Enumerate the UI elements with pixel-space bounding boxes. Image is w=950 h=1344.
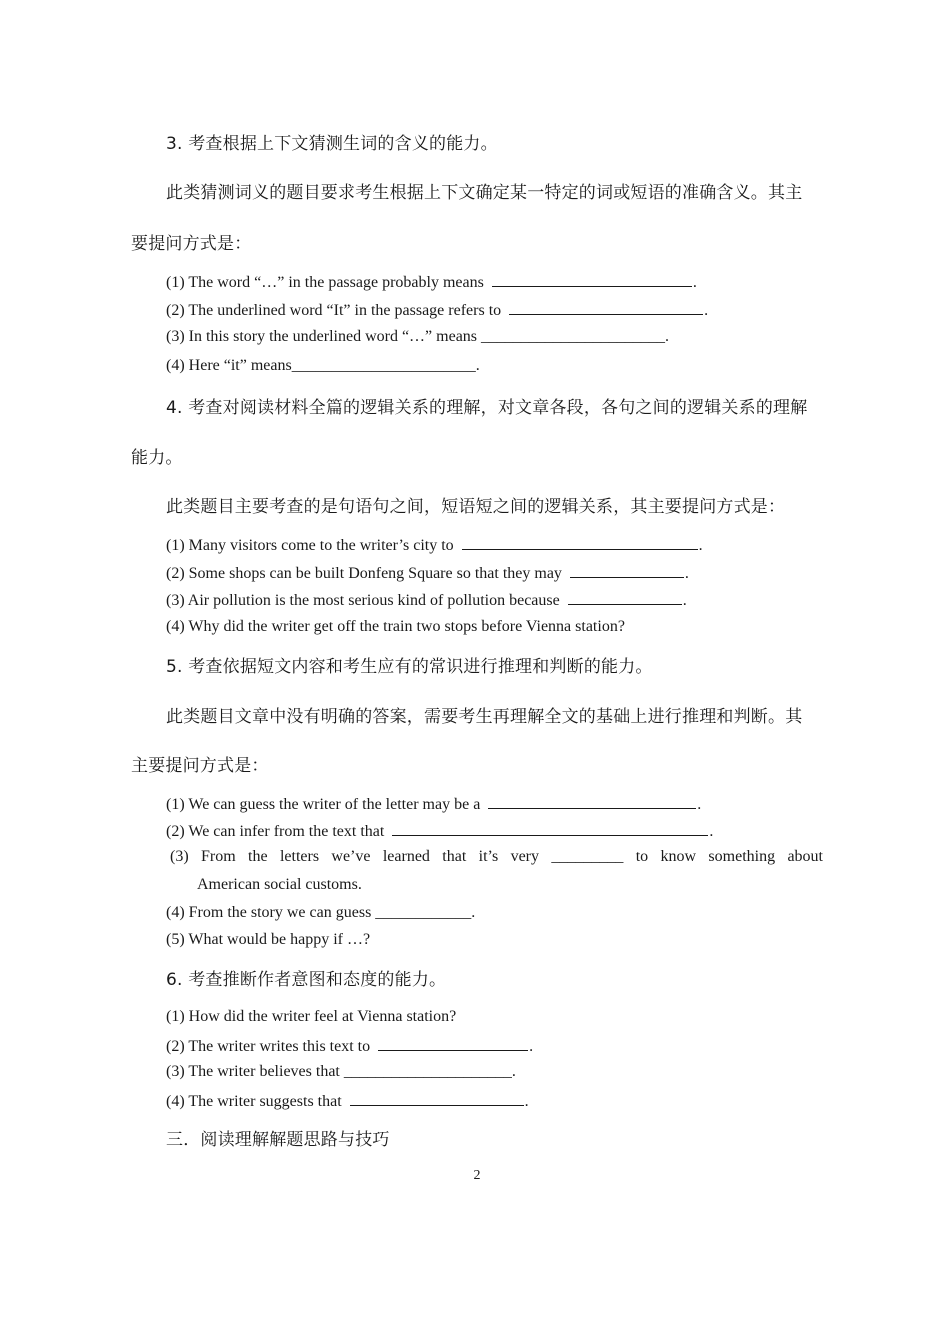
item-text: (1) We can guess the writer of the letter may be a — [166, 796, 481, 813]
answer-blank — [378, 1036, 528, 1051]
answer-blank — [462, 535, 698, 550]
part-3-heading: 三．阅读理解解题思路与技巧 — [166, 1130, 390, 1150]
trailing-period: . — [529, 1038, 534, 1055]
trailing-period: . — [697, 796, 702, 813]
answer-blank — [509, 300, 703, 315]
section-6-item-2 — [166, 1036, 533, 1056]
answer-blank — [570, 563, 684, 578]
section-5-intro-line1: 此类题目文章中没有明确的答案，需要考生再理解全文的基础上进行推理和判断。其 — [166, 707, 803, 727]
section-4-item-2 — [166, 563, 689, 583]
section-3-heading: 3. 考查根据上下文猜测生词的含义的能力。 — [166, 134, 498, 154]
answer-blank — [492, 272, 692, 287]
section-3-item-3: (3) In this story the underlined word “…” means _______________________. — [166, 328, 670, 345]
section-4-heading-line2: 能力。 — [131, 448, 183, 468]
section-5-item-3: (3) From the letters we’ve learned that it’s very _________ to know something about — [170, 848, 823, 865]
section-5-heading: 5. 考查依据短文内容和考生应有的常识进行推理和判断的能力。 — [166, 657, 653, 677]
section-4-item-4: (4) Why did the writer get off the train two stops before Vienna station? — [166, 618, 625, 635]
trailing-period: . — [704, 302, 709, 319]
answer-blank — [392, 821, 708, 836]
section-4-item-3 — [166, 590, 687, 610]
trailing-period: . — [692, 274, 697, 291]
answer-blank — [350, 1091, 524, 1106]
section-4-heading-line1: 4. 考查对阅读材料全篇的逻辑关系的理解，对文章各段，各句之间的逻辑关系的理解 — [166, 398, 808, 418]
section-4-intro: 此类题目主要考查的是句语句之间，短语短之间的逻辑关系，其主要提问方式是： — [166, 497, 786, 517]
item-text: (3) Air pollution is the most serious kind of pollution because — [166, 592, 560, 609]
answer-blank — [488, 794, 696, 809]
section-5-item-3-continued: American social customs. — [197, 876, 362, 893]
section-6-item-4 — [166, 1091, 529, 1111]
section-3-intro-line2: 要提问方式是： — [131, 234, 252, 254]
section-6-heading: 6. 考查推断作者意图和态度的能力。 — [166, 970, 447, 990]
section-5-intro-line2: 主要提问方式是： — [131, 756, 269, 776]
trailing-period: . — [684, 565, 689, 582]
section-5-item-1 — [166, 794, 701, 814]
section-3-item-4: (4) Here “it” means_______________________. — [166, 357, 480, 374]
section-5-item-5: (5) What would be happy if …? — [166, 931, 371, 948]
item-text: (2) The underlined word “It” in the passage refers to — [166, 302, 502, 319]
item-text: (1) The word “…” in the passage probably means — [166, 274, 484, 291]
page-number: 2 — [473, 1168, 481, 1183]
trailing-period: . — [524, 1093, 529, 1110]
section-4-item-1 — [166, 535, 703, 555]
trailing-period: . — [698, 537, 703, 554]
section-6-item-3: (3) The writer believes that _____________________. — [166, 1063, 516, 1080]
answer-blank — [568, 590, 682, 605]
section-3-item-2 — [166, 300, 708, 320]
item-text: (2) Some shops can be built Donfeng Square so that they may — [166, 565, 562, 582]
item-text: (4) The writer suggests that — [166, 1093, 342, 1110]
item-text: (2) We can infer from the text that — [166, 823, 385, 840]
trailing-period: . — [682, 592, 687, 609]
item-text: (1) Many visitors come to the writer’s city to — [166, 537, 454, 554]
section-3-intro-line1: 此类猜测词义的题目要求考生根据上下文确定某一特定的词或短语的准确含义。其主 — [166, 183, 803, 203]
section-5-item-2 — [166, 821, 713, 841]
trailing-period: . — [709, 823, 714, 840]
item-text: (2) The writer writes this text to — [166, 1038, 371, 1055]
section-6-item-1: (1) How did the writer feel at Vienna station? — [166, 1008, 457, 1025]
section-5-item-4: (4) From the story we can guess ____________. — [166, 904, 476, 921]
section-3-item-1 — [166, 272, 697, 292]
